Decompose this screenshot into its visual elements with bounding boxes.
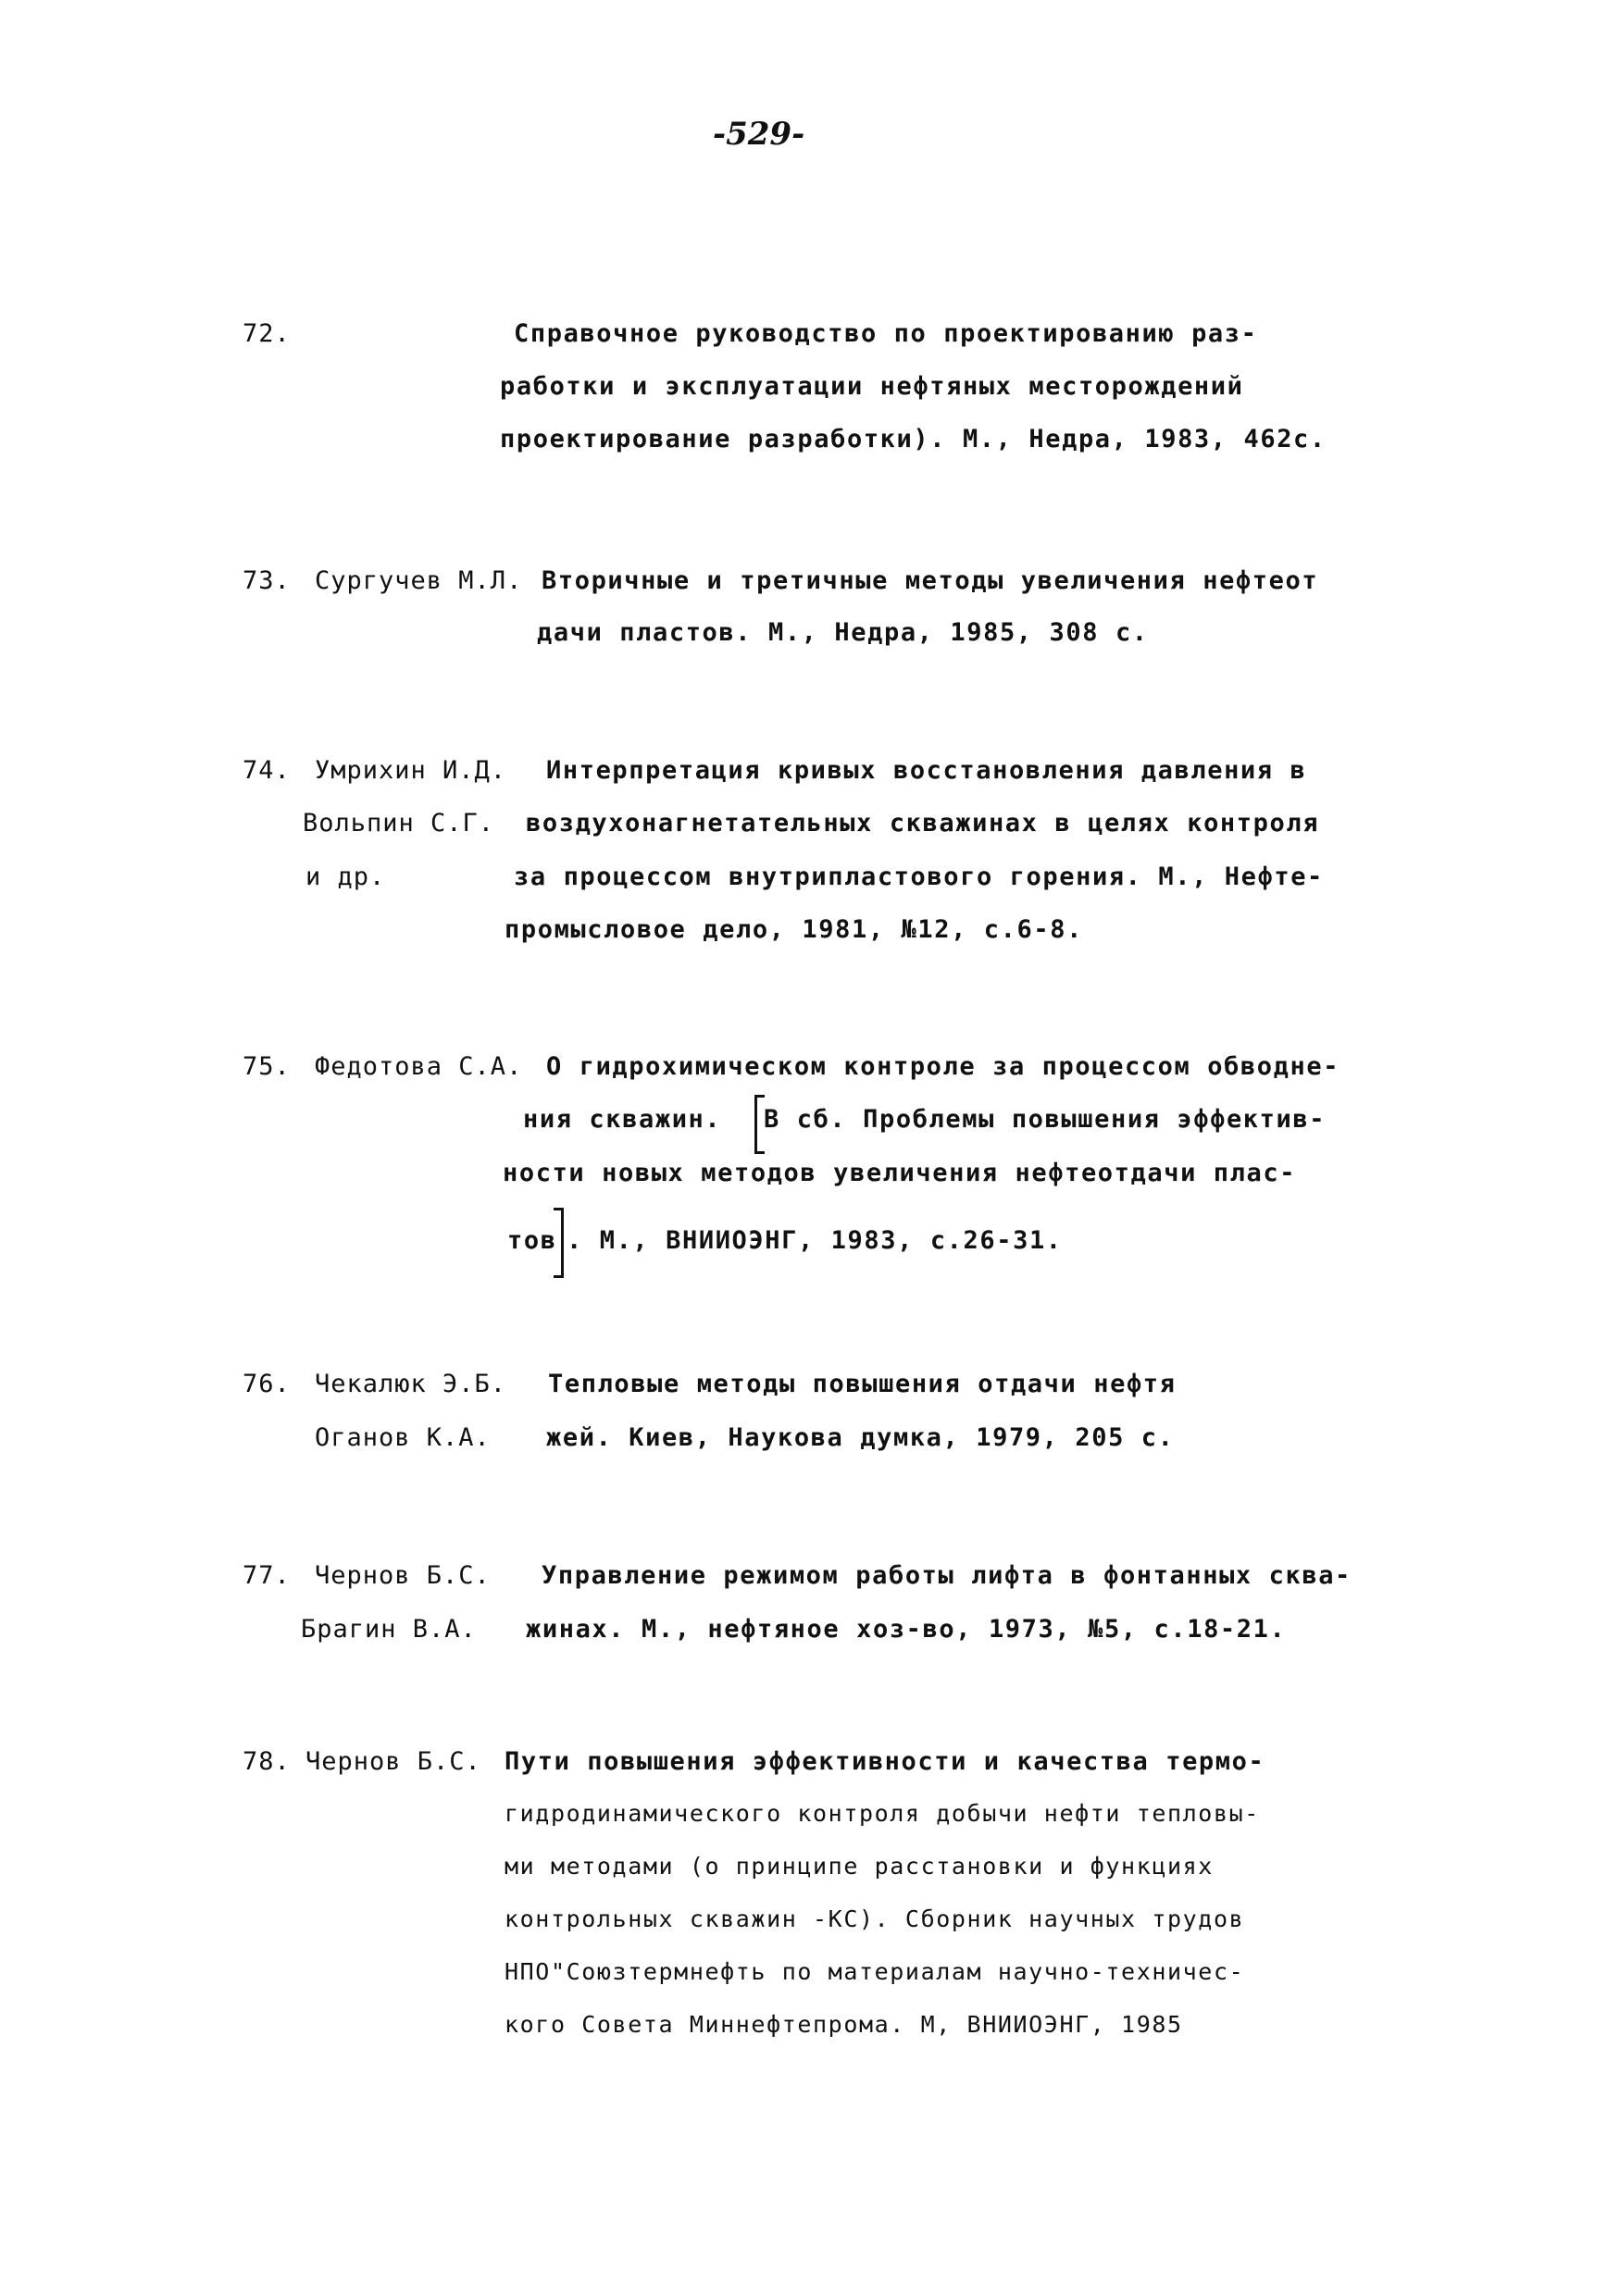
entry-line: Управление режимом работы лифта в фонтанных сква- — [542, 1561, 1352, 1590]
entry-author: Вольпин С.Г. — [303, 809, 495, 838]
entry-line: НПО"Союзтермнефть по материалам научно-техничес- — [505, 1958, 1245, 1985]
entry-line: Тепловые методы повышения отдачи нефтя — [548, 1370, 1177, 1398]
entry-line: Справочное руководство по проектированию раз- — [514, 319, 1258, 348]
entry-line: контрольных скважин -КС). Сборник научных трудов — [505, 1905, 1245, 1932]
entry-line: Пути повышения эффективности и качества термо- — [505, 1747, 1265, 1776]
entry-line: кого Совета Миннефтепрома. М, ВНИИОЭНГ, 1985 — [505, 2011, 1183, 2038]
entry-author: Брагин В.А. — [301, 1615, 477, 1644]
entry-author: Сургучев М.Л. — [315, 566, 523, 595]
entry-line: Интерпретация кривых восстановления давления в — [546, 756, 1307, 785]
entry-line: жей. Киев, Наукова думка, 1979, 205 с. — [546, 1423, 1175, 1452]
entry-number: 72. — [243, 319, 291, 348]
entry-number: 75. — [243, 1052, 291, 1081]
entry-line: ности новых методов увеличения нефтеотдачи плас- — [503, 1159, 1297, 1187]
entry-line: за процессом внутрипластового горения. М., Нефте- — [514, 863, 1324, 891]
entry-line: . М., ВНИИОЭНГ, 1983, с.26-31. — [567, 1226, 1063, 1255]
entry-author: Оганов К.А. — [315, 1423, 491, 1452]
entry-number: 73. — [243, 566, 291, 595]
entry-line: жинах. М., нефтяное хоз-во, 1973, №5, с.18-21. — [526, 1615, 1287, 1644]
right-bracket — [554, 1208, 564, 1278]
entry-author: Чернов Б.С. — [315, 1561, 491, 1590]
entry-number: 74. — [243, 756, 291, 785]
entry-author: Умрихин И.Д. — [315, 756, 507, 785]
entry-number: 76. — [243, 1370, 291, 1398]
entry-line: проектирование разработки). М., Недра, 1983, 462с. — [500, 425, 1327, 453]
entry-line: гидродинамического контроля добычи нефти тепловы- — [505, 1800, 1260, 1827]
entry-line: работки и эксплуатации нефтяных месторождений — [500, 372, 1244, 401]
entry-author: и др. — [305, 863, 386, 891]
entry-number: 78. — [243, 1747, 291, 1776]
entry-line: промысловое дело, 1981, №12, с.6-8. — [505, 915, 1083, 944]
entry-line: дачи пластов. М., Недра, 1985, 308 с. — [537, 618, 1149, 647]
entry-line: ми методами (о принципе расстановки и функциях — [505, 1853, 1214, 1880]
entry-line: В сб. Проблемы повышения эффектив- — [764, 1105, 1327, 1134]
entry-line: воздухонагнетательных скважинах в целях контроля — [526, 809, 1320, 838]
page-number: -529- — [713, 116, 805, 153]
entry-author: Федотова С.А. — [315, 1052, 523, 1081]
entry-author: Чернов Б.С. — [305, 1747, 481, 1776]
entry-number: 77. — [243, 1561, 291, 1590]
entry-line: тов — [507, 1226, 557, 1255]
entry-author: Чекалюк Э.Б. — [315, 1370, 507, 1398]
entry-line: О гидрохимическом контроле за процессом обводне- — [546, 1052, 1340, 1081]
entry-line: ния скважин. — [523, 1105, 722, 1134]
entry-line: Вторичные и третичные методы увеличения нефтеот — [542, 566, 1319, 595]
